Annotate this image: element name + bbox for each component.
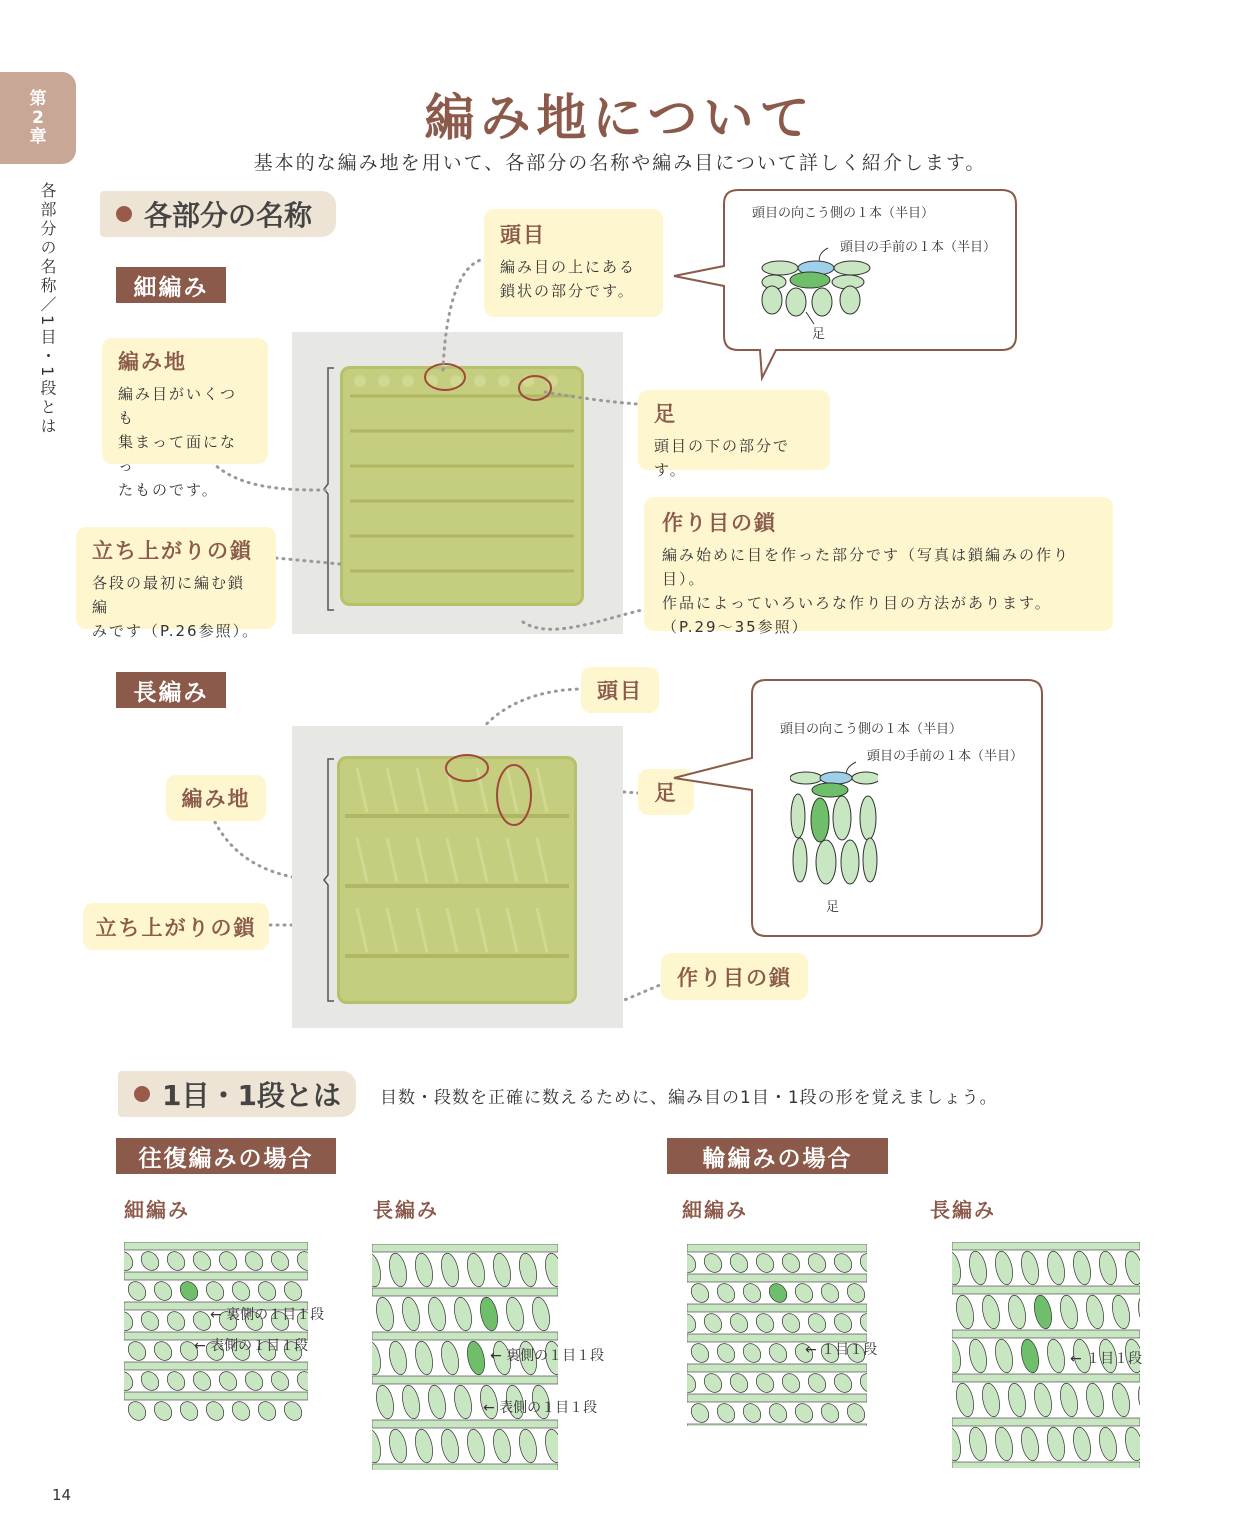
note-title: 立ち上がりの鎖 bbox=[95, 915, 257, 940]
dc-photo bbox=[292, 726, 623, 1028]
flat-sc-front-note: ← 表側の１目１段 bbox=[194, 1338, 309, 1354]
note-line: 作品によっていろいろな作り目の方法があります。 bbox=[662, 594, 1052, 612]
section-heading-stitch-row bbox=[118, 1071, 356, 1117]
dc-photo-markers bbox=[292, 726, 623, 1028]
flat-dc-front-note: ← 表側の１目１段 bbox=[483, 1400, 598, 1416]
section2-intro: 目数・段数を正確に数えるために、編み目の1目・1段の形を覚えましょう。 bbox=[380, 1088, 998, 1108]
bullet-dot-icon bbox=[134, 1086, 150, 1102]
note-title: 頭目 bbox=[500, 223, 546, 247]
dc-bubble-front-loop-label: 頭目の手前の１本（半目） bbox=[867, 749, 1024, 764]
note-title: 作り目の鎖 bbox=[677, 965, 792, 990]
chapter-char: 第 bbox=[29, 88, 47, 109]
flat-sc-diagram bbox=[124, 1242, 308, 1422]
note-body bbox=[118, 382, 252, 502]
round-dc-note: ← １目１段 bbox=[1070, 1351, 1143, 1367]
dc-turning-note bbox=[83, 903, 269, 950]
note-body bbox=[92, 571, 260, 643]
note-line: たものです。 bbox=[118, 481, 219, 499]
note-line: 編み始めに目を作った部分です（写真は鎖編みの作り目）。 bbox=[662, 546, 1071, 588]
note-title: 立ち上がりの鎖 bbox=[92, 539, 253, 563]
round-dc-label: 長編み bbox=[930, 1198, 996, 1222]
flat-sc-label: 細編み bbox=[124, 1198, 190, 1222]
note-line: みです（P.26参照）。 bbox=[92, 622, 260, 640]
sc-foot-note bbox=[638, 390, 830, 479]
sc-fabric-note bbox=[102, 338, 268, 499]
section-heading-text: 各部分の名称 bbox=[144, 199, 313, 232]
flat-dc-label: 長編み bbox=[373, 1198, 439, 1222]
note-line: 編み目がいくつも bbox=[118, 385, 238, 427]
flat-sc-back-note: ← 裏側の１目１段 bbox=[210, 1307, 325, 1323]
sc-label: 細編み bbox=[116, 267, 226, 303]
dc-label: 長編み bbox=[116, 672, 226, 708]
note-line: 編み目の上にある bbox=[500, 258, 637, 276]
dc-fabric-bracket bbox=[322, 757, 338, 1003]
flat-knitting-label: 往復編みの場合 bbox=[116, 1138, 336, 1174]
sc-head-note bbox=[484, 209, 663, 317]
sc-bubble-front-loop-label: 頭目の手前の１本（半目） bbox=[840, 240, 997, 255]
note-title: 編み地 bbox=[181, 787, 251, 811]
sc-bubble-back-loop-label: 頭目の向こう側の１本（半目） bbox=[752, 206, 935, 221]
sc-turning-note bbox=[76, 527, 276, 640]
note-line: 各段の最初に編む鎖編 bbox=[92, 574, 246, 616]
round-sc-note: ← １目１段 bbox=[805, 1342, 878, 1358]
section-heading-text: 1目・1段とは bbox=[162, 1079, 341, 1112]
chapter-char: 2 bbox=[32, 107, 44, 128]
note-title: 足 bbox=[654, 781, 678, 805]
round-sc-diagram bbox=[687, 1244, 867, 1426]
round-sc-label: 細編み bbox=[682, 1198, 748, 1222]
sc-foundation-note bbox=[644, 497, 1113, 636]
note-title: 頭目 bbox=[597, 679, 643, 703]
dc-bubble-back-loop-label: 頭目の向こう側の１本（半目） bbox=[780, 722, 963, 737]
chapter-char: 章 bbox=[29, 126, 47, 147]
dc-head-note bbox=[581, 667, 659, 713]
dc-fabric-note bbox=[166, 775, 266, 821]
page-title: 編み地について bbox=[424, 89, 816, 147]
note-title: 足 bbox=[654, 402, 677, 426]
note-body bbox=[662, 543, 1095, 639]
page-subtitle: 基本的な編み地を用いて、各部分の名称や編み目について詳しく紹介します。 bbox=[253, 152, 987, 174]
dc-bubble-foot-label: 足 bbox=[826, 900, 840, 915]
note-line: 集まって面になっ bbox=[118, 433, 238, 475]
page-number: 14 bbox=[52, 1486, 72, 1504]
note-body: 頭目の下の部分です。 bbox=[654, 437, 791, 479]
note-line: （P.29〜35参照） bbox=[662, 618, 809, 636]
flat-dc-back-note: ← 裏側の１目１段 bbox=[490, 1348, 605, 1364]
note-title: 編み地 bbox=[118, 350, 187, 374]
note-line: 鎖状の部分です。 bbox=[500, 282, 635, 300]
sc-bubble-foot-label: 足 bbox=[812, 327, 826, 342]
note-body bbox=[500, 255, 647, 303]
vertical-section-nav: 各部分の名称／1目・1段とは bbox=[38, 182, 57, 437]
dc-stitch-diagram bbox=[790, 760, 878, 888]
note-title: 作り目の鎖 bbox=[662, 511, 777, 535]
sc-stitch-diagram bbox=[760, 238, 872, 328]
round-knitting-label: 輪編みの場合 bbox=[667, 1138, 888, 1174]
dc-foundation-note bbox=[661, 953, 808, 1000]
